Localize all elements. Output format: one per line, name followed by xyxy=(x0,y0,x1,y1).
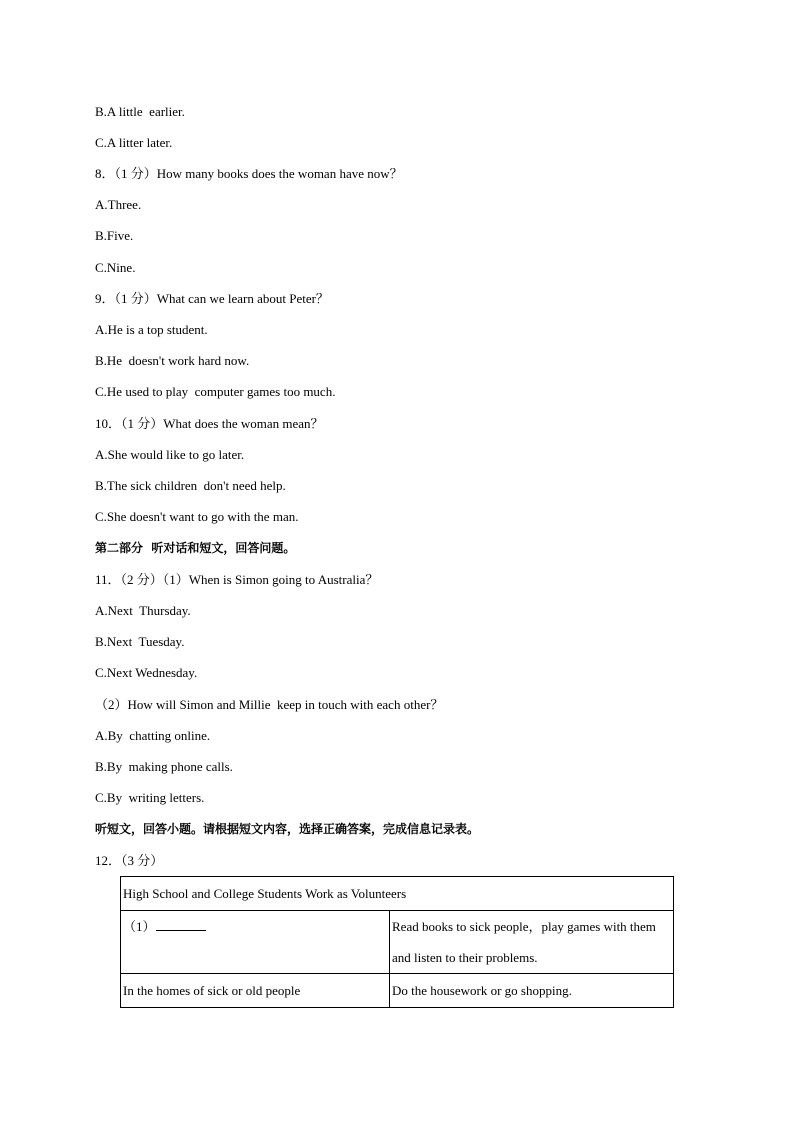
question-10: 10．（1 分）What does the woman mean？ xyxy=(95,416,324,431)
option-10a: A.She would like to go later. xyxy=(95,447,245,462)
option-11-1b: B.Next Tuesday. xyxy=(95,634,185,649)
option-11-2a: A.By chatting online. xyxy=(95,728,211,743)
answer-blank[interactable] xyxy=(156,918,206,931)
option-9c: C.He used to play computer games too much. xyxy=(95,384,336,399)
question-11: 11．（2 分）（1）When is Simon going to Australia？ xyxy=(95,572,379,587)
option-10c: C.She doesn't want to go with the man. xyxy=(95,509,299,524)
question-11-2: （2）How will Simon and Millie keep in touch with each other？ xyxy=(95,697,444,712)
table-cell-row2-left: In the homes of sick or old people xyxy=(121,974,390,1008)
table-cell-row1-left xyxy=(121,911,390,974)
table-row xyxy=(121,974,674,1008)
option-8a: A.Three. xyxy=(95,197,142,212)
question-8: 8．（1 分）How many books does the woman have now？ xyxy=(95,166,403,181)
option-9b: B.He doesn't work hard now. xyxy=(95,353,250,368)
section-instruction: 听短文，回答小题。请根据短文内容，选择正确答案，完成信息记录表。 xyxy=(95,822,480,836)
table-title-cell: High School and College Students Work as Volunteers xyxy=(121,877,674,911)
question-12: 12．（3 分） xyxy=(95,853,164,868)
section-heading-part-2: 第二部分 听对话和短文，回答问题。 xyxy=(95,541,296,555)
option-11-1c: C.Next Wednesday. xyxy=(95,665,198,680)
option-9a: A.He is a top student. xyxy=(95,322,208,337)
table-cell-text-line: and listen to their problems. xyxy=(392,950,538,965)
option-10b: B.The sick children don't need help. xyxy=(95,478,286,493)
volunteer-info-table xyxy=(120,876,674,1008)
option-8b: B.Five. xyxy=(95,228,134,243)
option-8c: C.Nine. xyxy=(95,260,136,275)
table-cell-row2-right: Do the housework or go shopping. xyxy=(390,974,674,1008)
blank-label: （1） xyxy=(123,919,156,934)
table-row xyxy=(121,877,674,911)
option-7b: B.A little earlier. xyxy=(95,104,185,119)
option-11-1a: A.Next Thursday. xyxy=(95,603,191,618)
table-row xyxy=(121,911,674,974)
question-9: 9．（1 分）What can we learn about Peter？ xyxy=(95,291,329,306)
table-cell-text-line: Read books to sick people，play games with them xyxy=(392,919,656,934)
option-11-2b: B.By making phone calls. xyxy=(95,759,233,774)
option-7c: C.A litter later. xyxy=(95,135,173,150)
table-cell-row1-right xyxy=(390,911,674,974)
option-11-2c: C.By writing letters. xyxy=(95,790,205,805)
